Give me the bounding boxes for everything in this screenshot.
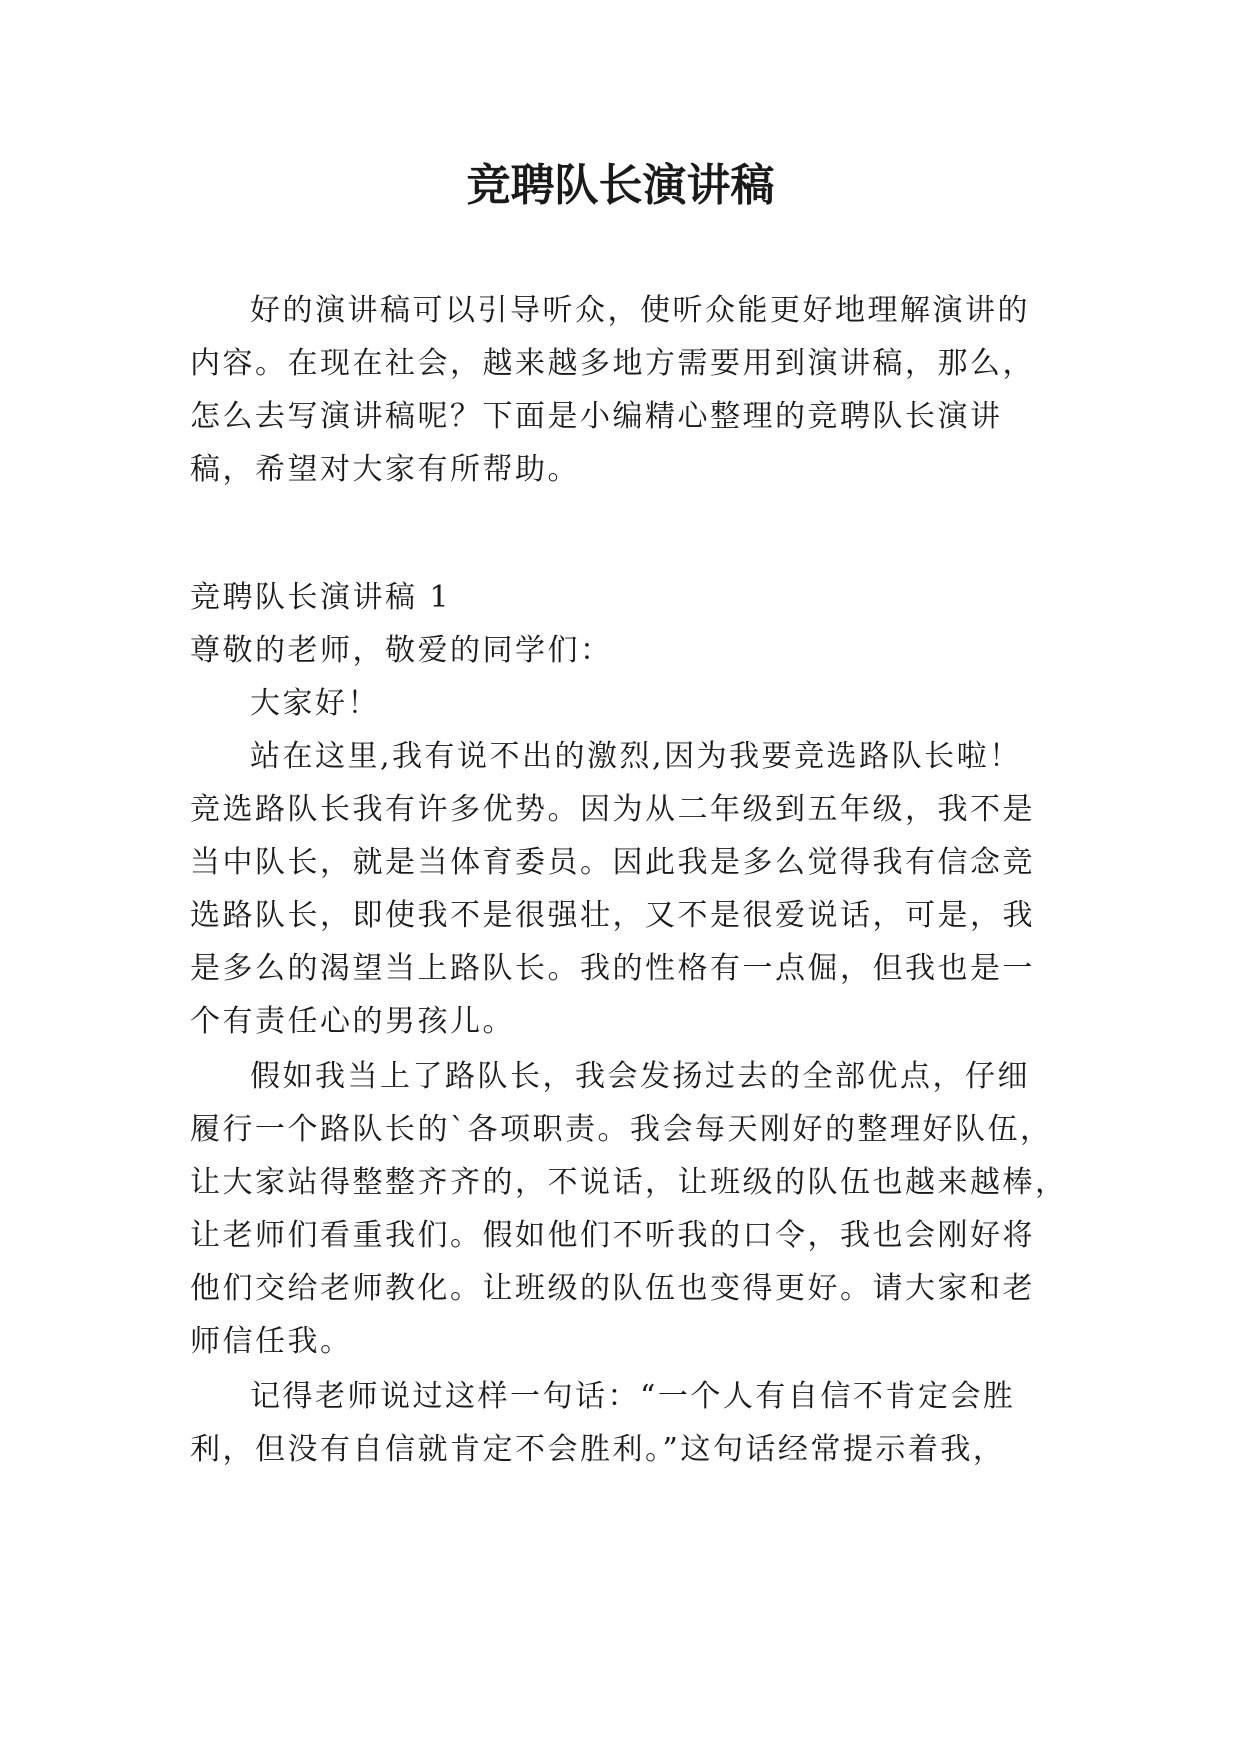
paragraph-line: 个有责任心的男孩儿。 — [190, 1004, 515, 1039]
paragraph-line: 是多么的渴望当上路队长。我的性格有一点倔，但我也是一 — [190, 951, 1035, 986]
paragraph-line: 选路队长，即使我不是很强壮，又不是很爱说话，可是，我 — [190, 898, 1035, 933]
paragraph-line: 记得老师说过这样一句话：“一个人有自信不肯定会胜 — [250, 1379, 1016, 1414]
section-heading: 竞聘队长演讲稿 1 — [190, 580, 452, 615]
document-title: 竞聘队长演讲稿 — [466, 160, 775, 211]
paragraph-line: 站在这里,我有说不出的激烈,因为我要竞选路队长啦！ — [250, 739, 1022, 774]
paragraph-line: 履行一个路队长的`各项职责。我会每天刚好的整理好队伍， — [190, 1112, 1053, 1147]
paragraph-line: 让大家站得整整齐齐的，不说话，让班级的队伍也越来越棒， — [190, 1165, 1068, 1200]
intro-line: 稿，希望对大家有所帮助。 — [190, 452, 580, 487]
paragraph-line: 竞选路队长我有许多优势。因为从二年级到五年级，我不是 — [190, 792, 1035, 827]
paragraph-line: 利，但没有自信就肯定不会胜利。”这句话经常提示着我， — [190, 1432, 1006, 1467]
intro-line: 怎么去写演讲稿呢？下面是小编精心整理的竞聘队长演讲 — [190, 399, 1003, 434]
paragraph-line: 他们交给老师教化。让班级的队伍也变得更好。请大家和老 — [190, 1271, 1035, 1306]
intro-line: 内容。在现在社会，越来越多地方需要用到演讲稿，那么， — [190, 346, 1035, 381]
paragraph-line: 师信任我。 — [190, 1324, 353, 1359]
greeting: 大家好！ — [250, 686, 380, 721]
intro-line: 好的演讲稿可以引导听众，使听众能更好地理解演讲的 — [250, 293, 1030, 328]
paragraph-line: 假如我当上了路队长，我会发扬过去的全部优点，仔细 — [250, 1059, 1030, 1094]
paragraph-line: 当中队长，就是当体育委员。因此我是多么觉得我有信念竞 — [190, 845, 1035, 880]
paragraph-line: 让老师们看重我们。假如他们不听我的口令，我也会刚好将 — [190, 1218, 1035, 1253]
salutation: 尊敬的老师，敬爱的同学们： — [190, 633, 613, 668]
